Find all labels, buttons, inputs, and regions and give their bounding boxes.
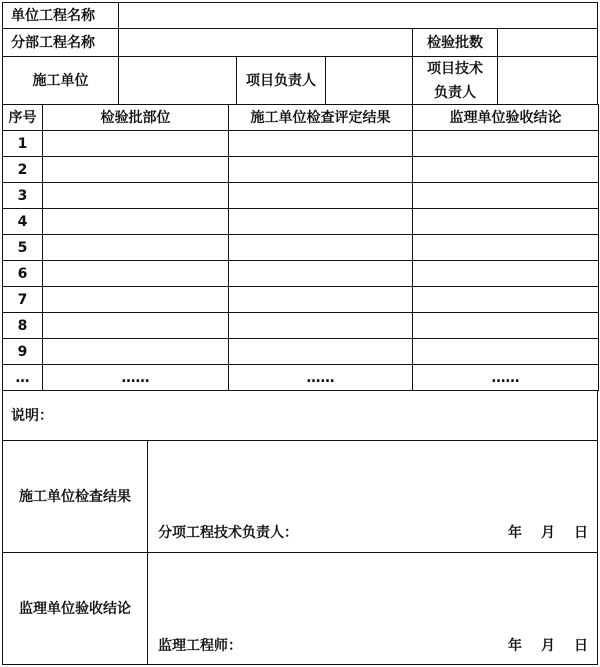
inspection-lot-count-field[interactable] [497,28,598,57]
row-number: 7 [2,286,43,313]
division-project-name-label: 分部工程名称 [2,28,119,57]
table-cell-location[interactable]: …… [42,364,229,391]
construction-check-day: 日 [574,525,588,541]
table-cell-construction-result[interactable] [228,260,413,287]
table-cell-supervision-conclusion[interactable] [412,312,599,339]
row-number: … [2,364,43,391]
table-cell-supervision-conclusion[interactable] [412,338,599,365]
construction-unit-label: 施工单位 [2,56,119,105]
table-cell-supervision-conclusion[interactable] [412,182,599,209]
notes-label: 说明： [11,407,53,424]
table-cell-location[interactable] [42,208,229,235]
row-number: 3 [2,182,43,209]
project-manager-label: 项目负责人 [236,56,326,105]
table-cell-supervision-conclusion[interactable] [412,156,599,183]
construction-check-month: 月 [541,525,555,541]
notes-field[interactable] [2,390,598,441]
construction-unit-field[interactable] [118,56,237,105]
unit-project-name-field[interactable] [118,2,598,29]
table-cell-construction-result[interactable] [228,312,413,339]
inspection-lot-count-label: 检验批数 [412,28,498,57]
construction-check-signer: 分项工程技术负责人： [158,525,298,541]
division-project-name-field[interactable] [118,28,413,57]
table-cell-supervision-conclusion[interactable]: …… [412,364,599,391]
table-cell-location[interactable] [42,312,229,339]
table-cell-supervision-conclusion[interactable] [412,208,599,235]
table-cell-location[interactable] [42,286,229,313]
supervision-year: 年 [508,638,522,654]
technical-manager-label [412,56,498,105]
table-cell-construction-result[interactable] [228,338,413,365]
table-cell-supervision-conclusion[interactable] [412,130,599,157]
table-cell-construction-result[interactable] [228,156,413,183]
table-cell-construction-result[interactable] [228,234,413,261]
supervision-day: 日 [574,638,588,654]
table-cell-location[interactable] [42,338,229,365]
table-cell-construction-result[interactable]: …… [228,364,413,391]
table-cell-supervision-conclusion[interactable] [412,234,599,261]
table-cell-location[interactable] [42,260,229,287]
row-number: 5 [2,234,43,261]
supervision-conclusion-label: 监理单位验收结论 [2,552,148,665]
table-cell-supervision-conclusion[interactable] [412,260,599,287]
supervision-month: 月 [541,638,555,654]
supervision-signer: 监理工程师： [158,638,242,654]
table-cell-construction-result[interactable] [228,208,413,235]
table-cell-construction-result[interactable] [228,130,413,157]
column-header-seq: 序号 [2,104,43,131]
technical-manager-label-line1: 项目技术 [427,60,483,77]
unit-project-name-label: 单位工程名称 [2,2,119,29]
table-cell-location[interactable] [42,130,229,157]
table-cell-location[interactable] [42,182,229,209]
table-cell-construction-result[interactable] [228,286,413,313]
construction-check-year: 年 [508,525,522,541]
column-header-construction-result: 施工单位检查评定结果 [228,104,413,131]
construction-check-label: 施工单位检查结果 [2,440,148,553]
row-number: 6 [2,260,43,287]
row-number: 1 [2,130,43,157]
table-cell-construction-result[interactable] [228,182,413,209]
column-header-supervision-conclusion: 监理单位验收结论 [412,104,599,131]
row-number: 2 [2,156,43,183]
technical-manager-label-line2: 负责人 [434,84,476,101]
table-cell-supervision-conclusion[interactable] [412,286,599,313]
table-cell-location[interactable] [42,234,229,261]
row-number: 8 [2,312,43,339]
project-manager-field[interactable] [325,56,413,105]
technical-manager-field[interactable] [497,56,598,105]
row-number: 4 [2,208,43,235]
row-number: 9 [2,338,43,365]
table-cell-location[interactable] [42,156,229,183]
column-header-location: 检验批部位 [42,104,229,131]
